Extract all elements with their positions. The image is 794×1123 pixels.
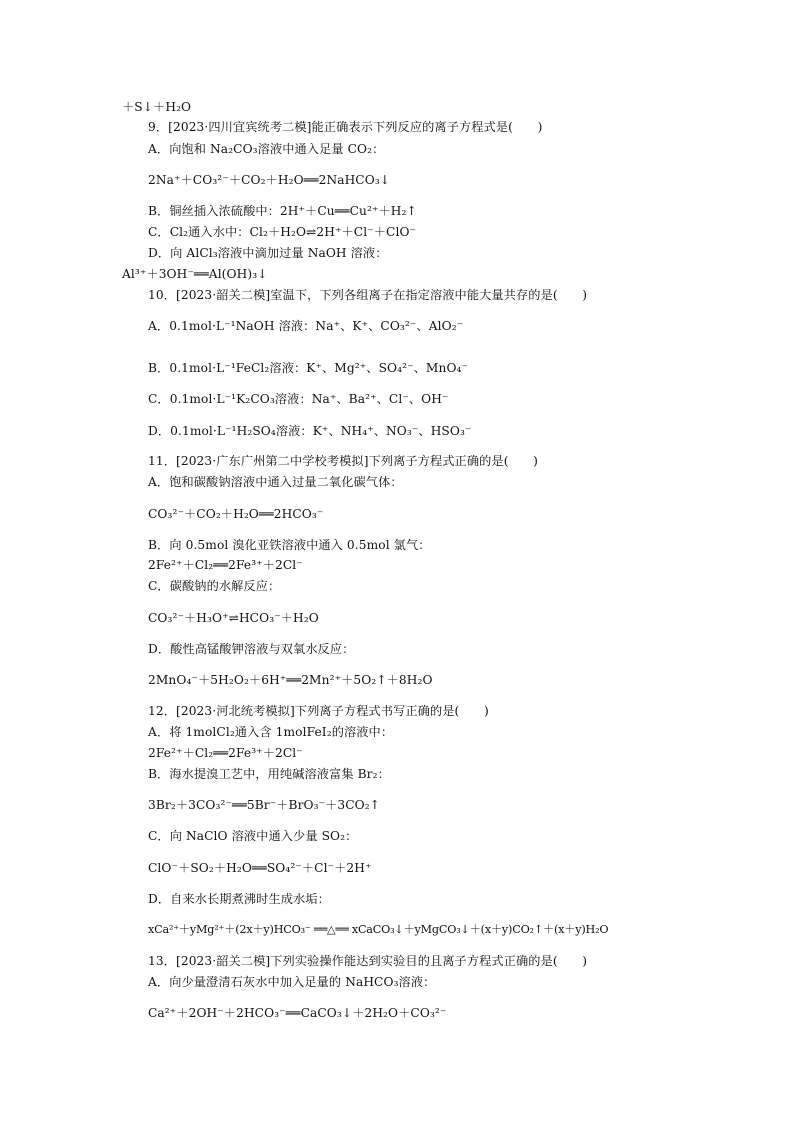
- equation-line: 2Fe²⁺＋Cl₂══2Fe³⁺＋2Cl⁻: [148, 558, 303, 572]
- option-line: C．碳酸钠的水解反应：: [148, 579, 281, 593]
- equation-line: CO₃²⁻＋H₃O⁺⇌HCO₃⁻＋H₂O: [148, 611, 319, 625]
- option-line: C．Cl₂通入水中：Cl₂＋H₂O⇌2H⁺＋Cl⁻＋ClO⁻: [148, 225, 417, 239]
- option-line: A．0.1mol·L⁻¹NaOH 溶液：Na⁺、K⁺、CO₃²⁻、AlO₂⁻: [148, 319, 464, 333]
- option-line: D．0.1mol·L⁻¹H₂SO₄溶液：K⁺、NH₄⁺、NO₃⁻、HSO₃⁻: [148, 424, 472, 438]
- option-line: B．铜丝插入浓硫酸中：2H⁺＋Cu══Cu²⁺＋H₂↑: [148, 204, 417, 218]
- equation-line: Ca²⁺＋2OH⁻＋2HCO₃⁻══CaCO₃↓＋2H₂O＋CO₃²⁻: [148, 1006, 447, 1020]
- option-line: D．向 AlCl₃溶液中滴加过量 NaOH 溶液：: [148, 246, 388, 260]
- question-11-stem: 11．[2023·广东广州第二中学校考模拟]下列离子方程式正确的是( ): [148, 454, 538, 468]
- option-line: D．酸性高锰酸钾溶液与双氧水反应：: [148, 642, 355, 656]
- option-line: C．向 NaClO 溶液中通入少量 SO₂：: [148, 829, 358, 843]
- text-line: ＋S↓＋H₂O: [122, 100, 192, 114]
- option-line: B．海水提溴工艺中，用纯碱溶液富集 Br₂：: [148, 767, 390, 781]
- question-10-stem: 10．[2023·韶关二模]室温下，下列各组离子在指定溶液中能大量共存的是( ): [148, 288, 588, 302]
- option-line: A．向饱和 Na₂CO₃溶液中通入足量 CO₂：: [148, 142, 385, 156]
- option-line: D．自来水长期煮沸时生成水垢：: [148, 892, 330, 906]
- option-line: B．0.1mol·L⁻¹FeCl₂溶液：K⁺、Mg²⁺、SO₄²⁻、MnO₄⁻: [148, 361, 469, 375]
- question-9-stem: 9．[2023·四川宜宾统考二模]能正确表示下列反应的离子方程式是( ): [148, 120, 543, 134]
- equation-line: Al³⁺＋3OH⁻══Al(OH)₃↓: [122, 267, 268, 281]
- option-line: C．0.1mol·L⁻¹K₂CO₃溶液：Na⁺、Ba²⁺、Cl⁻、OH⁻: [148, 392, 449, 406]
- equation-line: ClO⁻＋SO₂＋H₂O══SO₄²⁻＋Cl⁻＋2H⁺: [148, 861, 372, 875]
- equation-line: 2Na⁺＋CO₃²⁻＋CO₂＋H₂O══2NaHCO₃↓: [148, 173, 391, 187]
- equation-line: xCa²⁺＋yMg²⁺＋(2x＋y)HCO₃⁻ ══△══ xCaCO₃↓＋yMgCO₃↓＋(x＋y)CO₂↑＋(x＋y)H₂O: [148, 923, 609, 936]
- equation-line: CO₃²⁻＋CO₂＋H₂O══2HCO₃⁻: [148, 507, 324, 521]
- question-13-stem: 13．[2023·韶关二模]下列实验操作能达到实验目的且离子方程式正确的是( ): [148, 954, 588, 968]
- equation-line: 2MnO₄⁻＋5H₂O₂＋6H⁺══2Mn²⁺＋5O₂↑＋8H₂O: [148, 673, 433, 687]
- option-line: A．将 1molCl₂通入含 1molFeI₂的溶液中：: [148, 725, 394, 739]
- equation-line: 2Fe²⁺＋Cl₂══2Fe³⁺＋2Cl⁻: [148, 746, 303, 760]
- option-line: B．向 0.5mol 溴化亚铁溶液中通入 0.5mol 氯气：: [148, 538, 431, 552]
- equation-line: 3Br₂＋3CO₃²⁻══5Br⁻＋BrO₃⁻＋3CO₂↑: [148, 798, 381, 812]
- option-line: A．饱和碳酸钠溶液中通入过量二氧化碳气体：: [148, 475, 403, 489]
- option-line: A．向少量澄清石灰水中加入足量的 NaHCO₃溶液：: [148, 975, 436, 989]
- question-12-stem: 12．[2023·河北统考模拟]下列离子方程式书写正确的是( ): [148, 704, 489, 718]
